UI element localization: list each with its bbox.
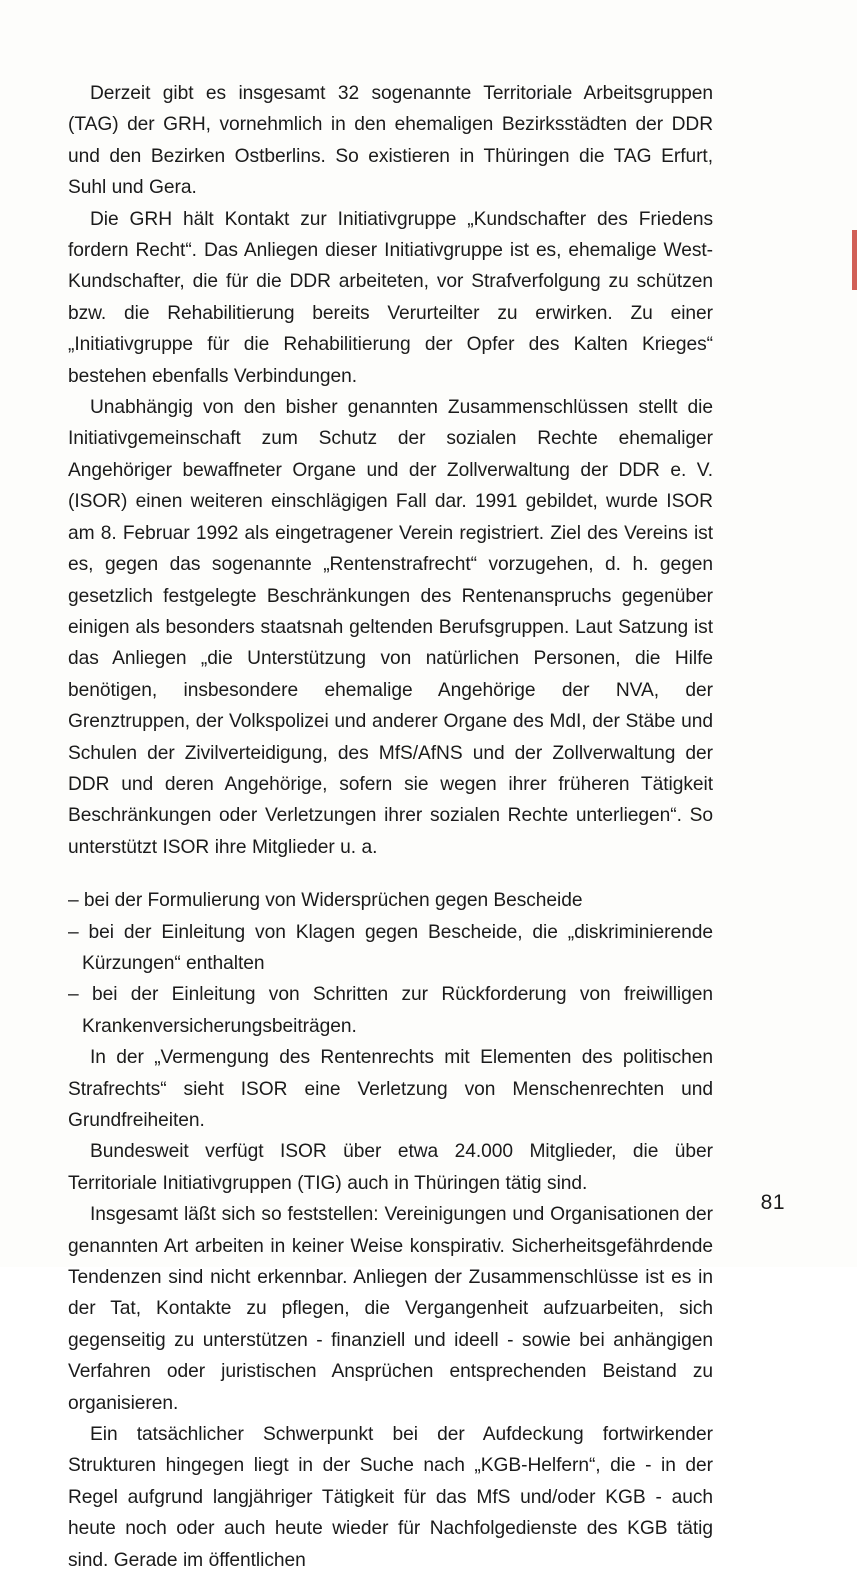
paragraph-5: Bundesweit verfügt ISOR über etwa 24.000 Mitglieder, die über Territoriale Initiativgruppen (TIG) auch in Thüringen tätig sind.	[68, 1141, 713, 1194]
list-item: – bei der Einleitung von Schritten zur Rückforderung von freiwilligen Krankenversicherungsbeiträgen.	[68, 984, 713, 1037]
list-item: – bei der Formulierung von Widersprüchen gegen Bescheide	[68, 890, 583, 912]
paragraph-2: Die GRH hält Kontakt zur Initiativgruppe „Kundschafter des Friedens fordern Recht“. Das Anliegen dieser Initiativgruppe ist es, ehemalige West-Kundschafter, die für die DDR arbeiteten, vor Strafverfolgung zu schützen bzw. die Rehabilitierung bereits Verurteilter zu erwirken. Zu einer „Initiativgruppe für die Rehabilitierung der Opfer des Kalten Krieges“ bestehen ebenfalls Verbindungen.	[68, 208, 713, 387]
paragraph-6: Insgesamt läßt sich so feststellen: Vereinigungen und Organisationen der genannten Art arbeiten in keiner Weise konspirativ. Sicherheitsgefährdende Tendenzen sind nicht erkennbar. Anliegen der Zusammenschlüsse ist es in der Tat, Kontakte zu pflegen, die Vergangenheit aufzuarbeiten, sich gegenseitig zu unterstützen - finanziell und ideell - sowie bei anhängigen Verfahren oder juristischen Ansprüchen entsprechenden Beistand zu organisieren.	[68, 1204, 713, 1414]
page-body-text	[68, 78, 713, 1576]
page-number: 81	[760, 1191, 785, 1214]
page-edge-mark	[852, 230, 857, 290]
list-item: – bei der Einleitung von Klagen gegen Bescheide, die „diskriminierende Kürzungen“ enthalten	[68, 921, 713, 974]
paragraph-4: In der „Vermengung des Rentenrechts mit Elementen des politischen Strafrechts“ sieht ISOR eine Verletzung von Menschenrechten und Grundfreiheiten.	[68, 1047, 713, 1131]
bullet-list	[68, 885, 713, 1042]
paragraph-3: Unabhängig von den bisher genannten Zusammenschlüssen stellt die Initiativgemeinschaft zum Schutz der sozialen Rechte ehemaliger Angehöriger bewaffneter Organe und der Zollverwaltung der DDR e. V. (ISOR) einen weiteren einschlägigen Fall dar. 1991 gebildet, wurde ISOR am 8. Februar 1992 als eingetragener Verein registriert. Ziel des Vereins ist es, gegen das sogenannte „Rentenstrafrecht“ vorzugehen, d. h. gegen gesetzlich festgelegte Beschränkungen des Rentenanspruchs gegenüber einigen als besonders staatsnah geltenden Berufsgruppen. Laut Satzung ist das Anliegen „die Unterstützung von natürlichen Personen, die Hilfe benötigen, insbesondere ehemalige Angehörige der NVA, der Grenztruppen, der Volkspolizei und anderer Organe des MdI, der Stäbe und Schulen der Zivilverteidigung, des MfS/AfNS und der Zollverwaltung der DDR und deren Angehörige, sofern sie wegen ihrer früheren Tätigkeit Beschränkungen oder Verletzungen ihrer sozialen Rechte unterliegen“. So unterstützt ISOR ihre Mitglieder u. a.	[68, 397, 713, 858]
paragraph-1: Derzeit gibt es insgesamt 32 sogenannte Territoriale Arbeitsgruppen (TAG) der GRH, vornehmlich in den ehemaligen Bezirksstädten der DDR und den Bezirken Ostberlins. So existieren in Thüringen die TAG Erfurt, Suhl und Gera.	[68, 83, 713, 199]
paragraph-7: Ein tatsächlicher Schwerpunkt bei der Aufdeckung fortwirkender Strukturen hingegen liegt in der Suche nach „KGB-Helfern“, die - in der Regel aufgrund langjähriger Tätigkeit für das MfS und/oder KGB - auch heute noch oder auch heute wieder für Nachfolgedienste des KGB tätig sind. Gerade im öffentlichen	[68, 1424, 713, 1571]
